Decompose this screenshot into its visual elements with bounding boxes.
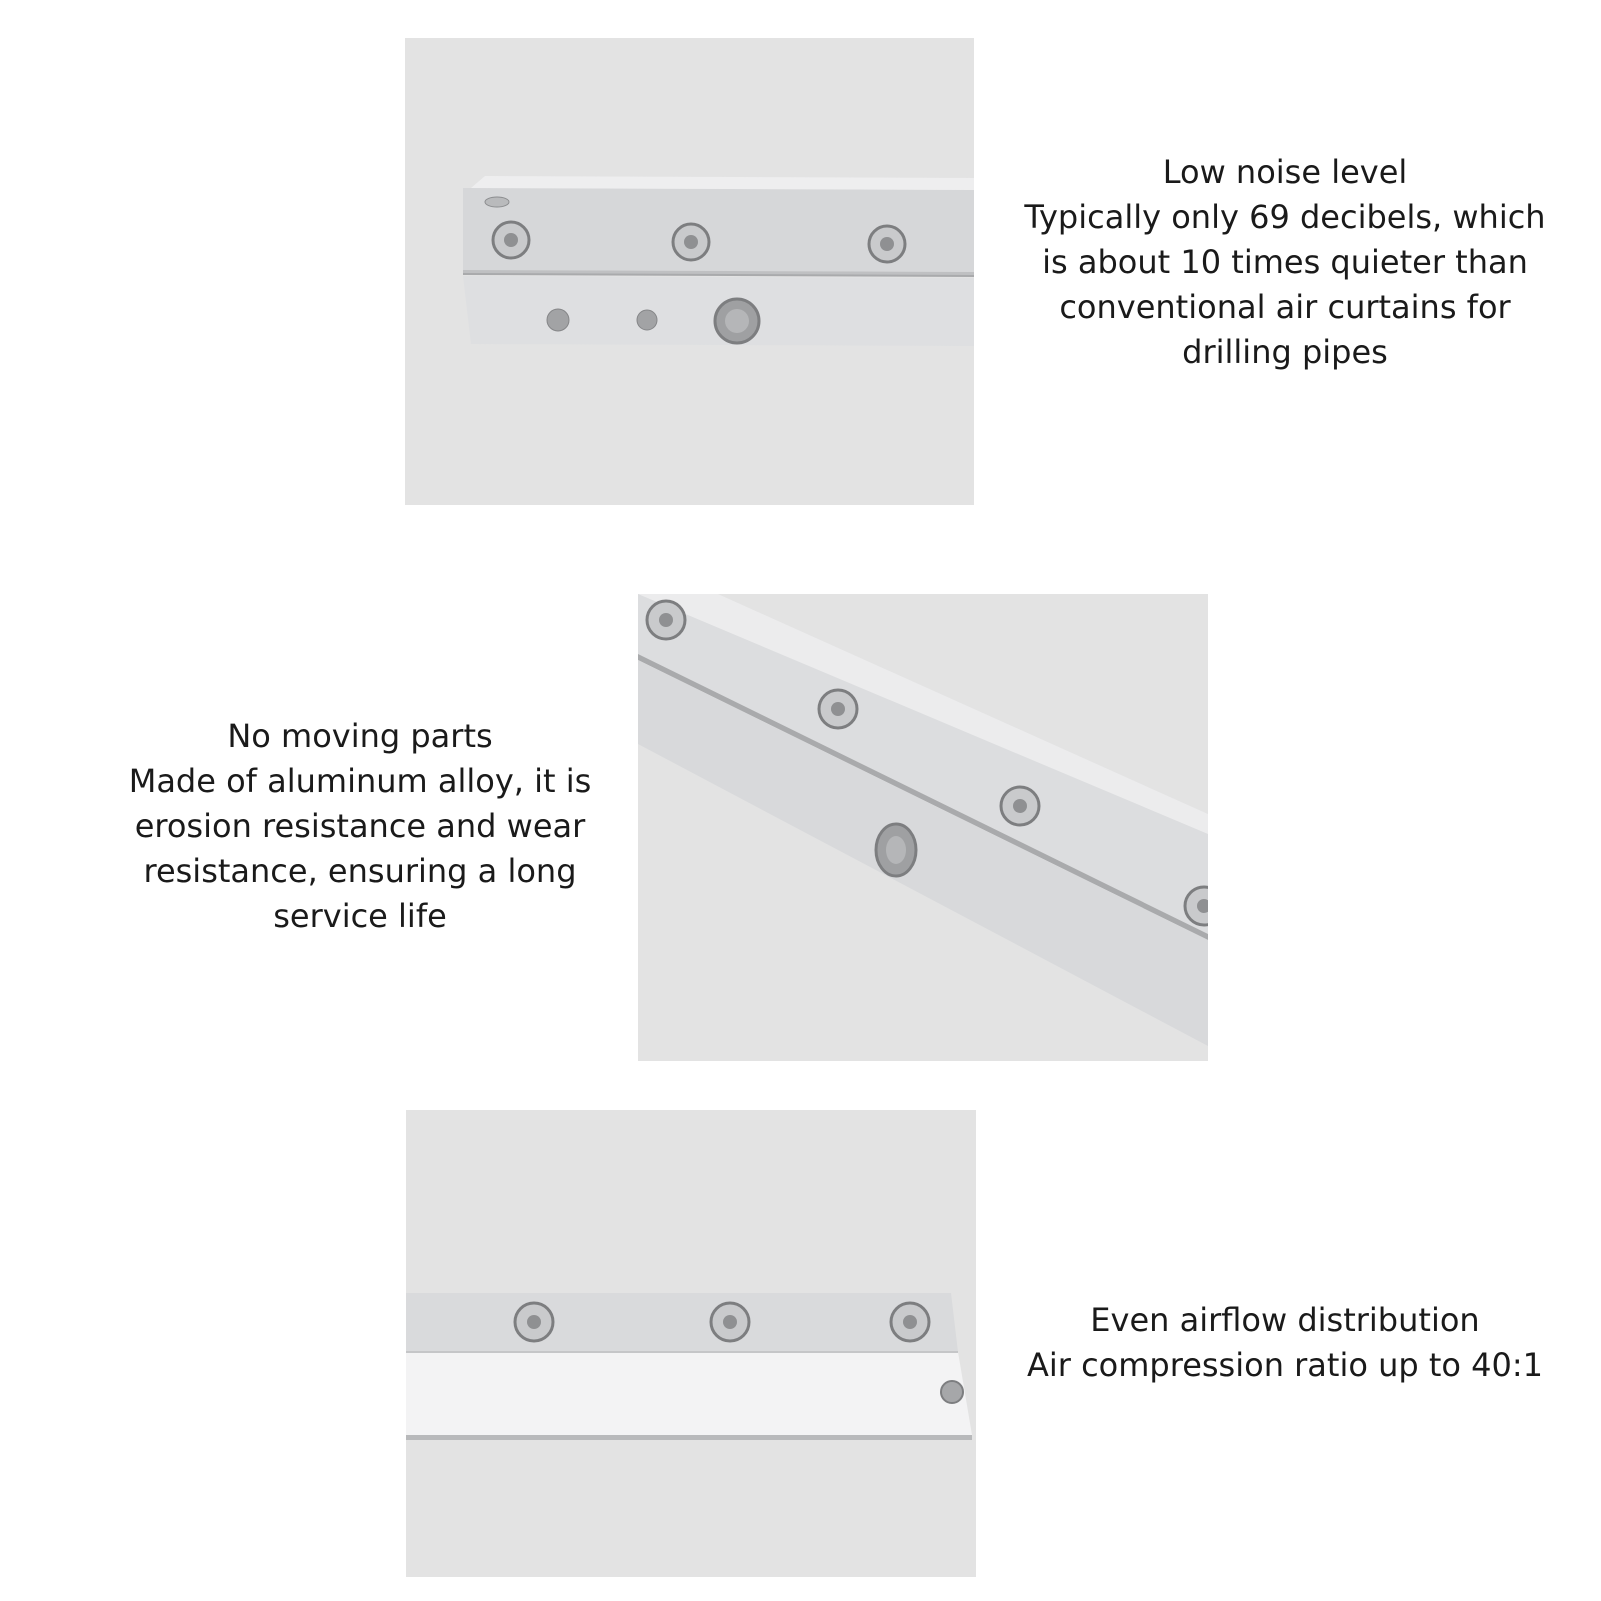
air-knife-bar-end-image bbox=[406, 1110, 976, 1577]
feature-caption-airflow bbox=[1010, 1298, 1560, 1388]
caption-line: resistance, ensuring a long bbox=[143, 852, 577, 890]
caption-heading: No moving parts bbox=[227, 717, 493, 755]
caption-line: service life bbox=[273, 897, 447, 935]
caption-heading: Even airflow distribution bbox=[1090, 1301, 1480, 1339]
product-photo-top bbox=[405, 38, 974, 505]
caption-line: is about 10 times quieter than bbox=[1042, 243, 1528, 281]
air-knife-bar-diagonal-image bbox=[638, 594, 1208, 1061]
caption-line: Made of aluminum alloy, it is bbox=[128, 762, 592, 800]
feature-caption-no-moving-parts bbox=[120, 714, 600, 939]
caption-line: Typically only 69 decibels, which bbox=[1024, 198, 1546, 236]
caption-line: Air compression ratio up to 40:1 bbox=[1026, 1346, 1544, 1384]
feature-caption-low-noise bbox=[1010, 150, 1560, 375]
product-photo-middle bbox=[638, 594, 1208, 1061]
caption-heading: Low noise level bbox=[1162, 153, 1408, 191]
caption-line: drilling pipes bbox=[1182, 333, 1388, 371]
caption-line: erosion resistance and wear bbox=[134, 807, 586, 845]
product-photo-bottom bbox=[406, 1110, 976, 1577]
air-knife-bar-image bbox=[405, 38, 974, 505]
caption-line: conventional air curtains for bbox=[1059, 288, 1511, 326]
